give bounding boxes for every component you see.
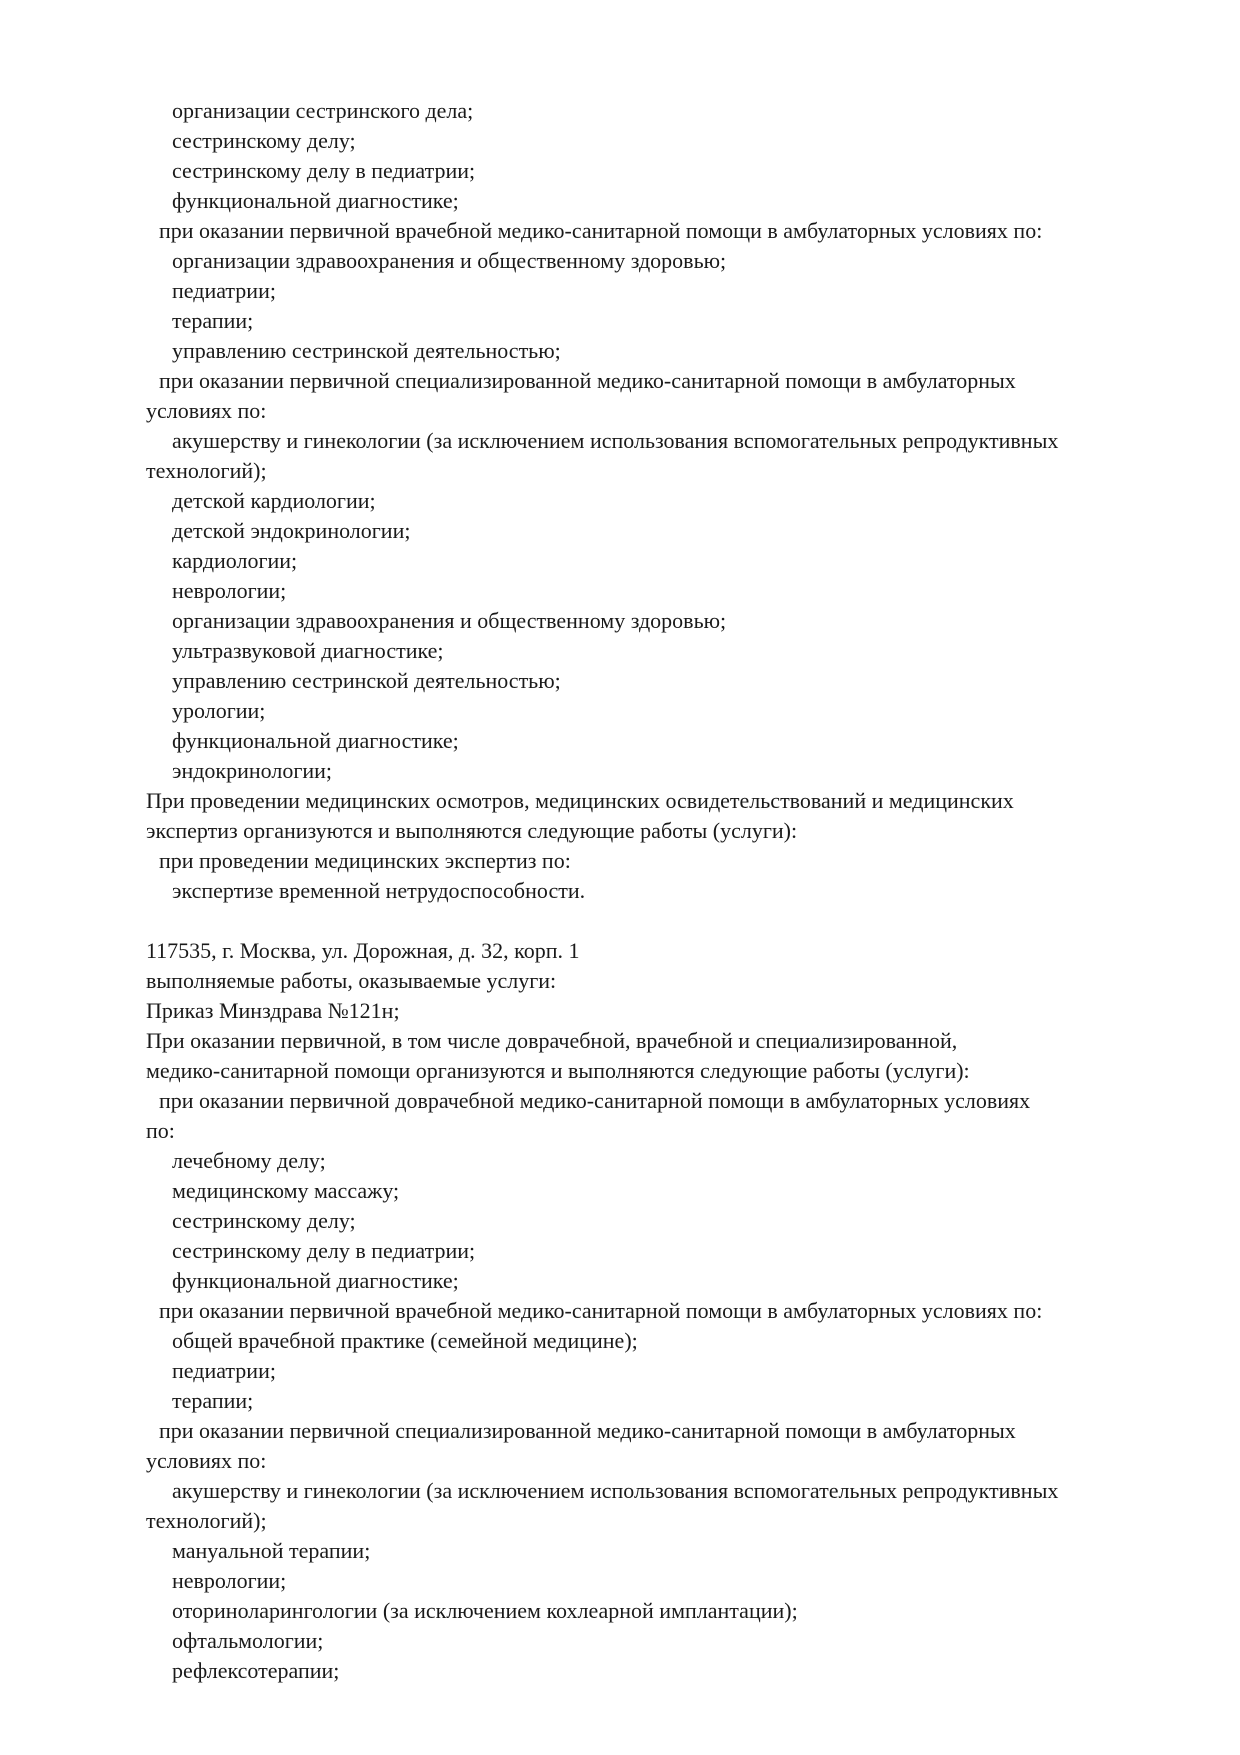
text-line: управлению сестринской деятельностью; [172,338,561,363]
text-line: оториноларингологии (за исключением кохлеарной имплантации); [172,1598,798,1623]
text-line: функциональной диагностике; [172,1268,459,1293]
text-line: управлению сестринской деятельностью; [172,668,561,693]
text-line: детской эндокринологии; [172,518,411,543]
text-line: терапии; [172,308,254,333]
text-line: При оказании первичной, в том числе доврачебной, врачебной и специализированной, [146,1028,958,1053]
text-line: терапии; [172,1388,254,1413]
text-line: функциональной диагностике; [172,728,459,753]
text-line: урологии; [172,698,266,723]
text-line: мануальной терапии; [172,1538,371,1563]
text-line: педиатрии; [172,1358,276,1383]
text-line: неврологии; [172,578,287,603]
text-line: сестринскому делу в педиатрии; [172,1238,476,1263]
document-page [146,96,1186,1686]
text-line: педиатрии; [172,278,276,303]
text-line: экспертиз организуются и выполняются следующие работы (услуги): [146,818,798,843]
text-line: медико-санитарной помощи организуются и выполняются следующие работы (услуги): [146,1058,970,1083]
text-line: при оказании первичной врачебной медико-санитарной помощи в амбулаторных условиях по: [159,218,1043,243]
text-line: Приказ Минздрава №121н; [146,998,400,1023]
text-section [146,96,1186,906]
text-line: при оказании первичной доврачебной медико-санитарной помощи в амбулаторных условиях [159,1088,1031,1113]
text-line: организации здравоохранения и общественному здоровью; [172,248,727,273]
text-line: кардиологии; [172,548,298,573]
text-line: сестринскому делу; [172,128,356,153]
text-line: технологий); [146,1508,267,1533]
paragraph-gap [146,906,1186,936]
text-line: неврологии; [172,1568,287,1593]
text-line: 117535, г. Москва, ул. Дорожная, д. 32, корп. 1 [146,938,580,963]
text-line: акушерству и гинекологии (за исключением использования вспомогательных репродуктивных [172,1478,1059,1503]
text-line: при проведении медицинских экспертиз по: [159,848,571,873]
text-line: При проведении медицинских осмотров, медицинских освидетельствований и медицинских [146,788,1014,813]
text-line: эндокринологии; [172,758,333,783]
text-line: медицинскому массажу; [172,1178,400,1203]
text-line: сестринскому делу; [172,1208,356,1233]
text-line: по: [146,1118,175,1143]
text-line: акушерству и гинекологии (за исключением использования вспомогательных репродуктивных [172,428,1059,453]
text-line: при оказании первичной специализированной медико-санитарной помощи в амбулаторных [159,1418,1016,1443]
text-line: экспертизе временной нетрудоспособности. [172,878,586,903]
text-line: сестринскому делу в педиатрии; [172,158,476,183]
text-line: организации сестринского дела; [172,98,474,123]
text-line: рефлексотерапии; [172,1658,340,1683]
text-section [146,936,1186,1686]
text-line: детской кардиологии; [172,488,376,513]
text-line: функциональной диагностике; [172,188,459,213]
text-line: организации здравоохранения и общественному здоровью; [172,608,727,633]
text-line: условиях по: [146,398,267,423]
text-line: технологий); [146,458,267,483]
text-line: лечебному делу; [172,1148,326,1173]
text-line: ультразвуковой диагностике; [172,638,444,663]
text-line: при оказании первичной специализированной медико-санитарной помощи в амбулаторных [159,368,1016,393]
text-line: офтальмологии; [172,1628,324,1653]
text-line: общей врачебной практике (семейной медицине); [172,1328,638,1353]
text-line: условиях по: [146,1448,267,1473]
text-line: при оказании первичной врачебной медико-санитарной помощи в амбулаторных условиях по: [159,1298,1043,1323]
text-line: выполняемые работы, оказываемые услуги: [146,968,557,993]
